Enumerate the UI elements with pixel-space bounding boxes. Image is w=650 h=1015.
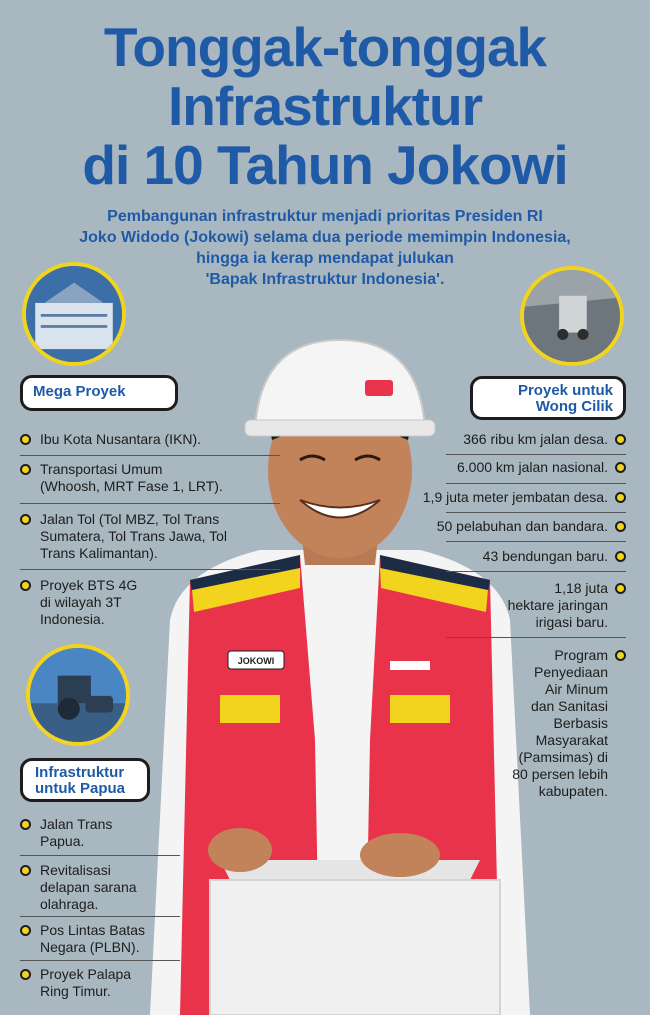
divider bbox=[20, 960, 180, 961]
item-text: Penyediaan bbox=[534, 664, 608, 680]
list-item bbox=[366, 518, 626, 535]
bullet-icon bbox=[20, 819, 31, 830]
ikn-building-illustration bbox=[26, 266, 122, 362]
list-item bbox=[20, 922, 180, 956]
item-text: Sumatera, Tol Trans Jawa, Tol bbox=[40, 528, 228, 544]
bullet-icon bbox=[20, 925, 31, 936]
papua-label-line-2: untuk Papua bbox=[35, 780, 126, 797]
divider bbox=[20, 916, 180, 917]
hard-hat-shape bbox=[255, 340, 425, 430]
item-text: Ibu Kota Nusantara (IKN). bbox=[40, 431, 202, 447]
item-text: hektare jaringan bbox=[507, 597, 608, 613]
list-item bbox=[20, 431, 270, 448]
mega-proyek-label bbox=[20, 375, 178, 411]
list-item bbox=[366, 580, 626, 631]
bullet-icon bbox=[20, 434, 31, 445]
item-text: 366 ribu km jalan desa. bbox=[463, 431, 608, 447]
mega-proyek-label-text: Mega Proyek bbox=[33, 383, 126, 400]
item-text: delapan sarana bbox=[40, 879, 137, 895]
item-text: 80 persen lebih bbox=[512, 766, 608, 782]
item-text: Proyek BTS 4G bbox=[40, 577, 138, 593]
item-text: Pos Lintas Batas bbox=[40, 922, 146, 938]
item-text: irigasi baru. bbox=[535, 614, 608, 630]
divider bbox=[446, 512, 626, 513]
divider bbox=[446, 541, 626, 542]
papua-photo-circle bbox=[26, 644, 130, 746]
divider bbox=[446, 637, 626, 638]
list-item bbox=[20, 577, 270, 628]
list-item bbox=[366, 489, 626, 506]
item-text: 1,18 juta bbox=[554, 580, 608, 596]
item-text: Negara (PLBN). bbox=[40, 939, 140, 955]
page-title bbox=[0, 18, 650, 195]
list-item bbox=[20, 461, 270, 495]
road-truck-illustration bbox=[524, 270, 620, 362]
item-text: dan Sanitasi bbox=[530, 698, 608, 714]
item-text: Trans Kalimantan). bbox=[40, 545, 158, 561]
divider bbox=[446, 571, 626, 572]
list-item bbox=[366, 431, 626, 448]
item-text: Program bbox=[554, 647, 608, 663]
item-text: di wilayah 3T bbox=[40, 594, 122, 610]
item-text: Indonesia. bbox=[40, 611, 105, 627]
item-text: 6.000 km jalan nasional. bbox=[457, 459, 608, 475]
left-hand bbox=[208, 828, 272, 872]
wong-cilik-label-line-1: Proyek untuk bbox=[517, 382, 613, 399]
item-text: 1,9 juta meter jembatan desa. bbox=[422, 489, 608, 505]
item-text: Jalan Tol (Tol MBZ, Tol Trans bbox=[40, 511, 220, 527]
bullet-icon bbox=[615, 583, 626, 594]
divider bbox=[20, 455, 280, 456]
list-item bbox=[20, 816, 180, 850]
wong-cilik-label-line-2: Wong Cilik bbox=[535, 398, 613, 415]
title-line-3: di 10 Tahun Jokowi bbox=[82, 134, 568, 196]
intro-line-1: Pembangunan infrastruktur menjadi prioritas Presiden RI bbox=[107, 208, 543, 225]
item-text: 43 bendungan baru. bbox=[482, 548, 608, 564]
papua-roller-illustration bbox=[30, 648, 126, 742]
item-text: Masyarakat bbox=[535, 732, 608, 748]
papua-label bbox=[20, 758, 150, 802]
bullet-icon bbox=[615, 434, 626, 445]
bullet-icon bbox=[615, 462, 626, 473]
bullet-icon bbox=[615, 551, 626, 562]
wong-cilik-label bbox=[470, 376, 626, 420]
bullet-icon bbox=[20, 580, 31, 591]
list-item bbox=[366, 647, 626, 800]
item-text: Air Minum bbox=[544, 681, 608, 697]
vest-stripe-3 bbox=[220, 695, 280, 723]
list-item bbox=[20, 511, 270, 562]
podium-body bbox=[210, 880, 500, 1015]
item-text: Ring Timur. bbox=[40, 983, 111, 999]
bullet-icon bbox=[615, 492, 626, 503]
list-item bbox=[366, 459, 626, 476]
road-photo-circle bbox=[520, 266, 624, 366]
bullet-icon bbox=[615, 521, 626, 532]
title-line-2: Infrastruktur bbox=[168, 75, 482, 137]
vest-name-text: JOKOWI bbox=[237, 656, 275, 666]
list-item bbox=[366, 548, 626, 565]
bullet-icon bbox=[20, 865, 31, 876]
item-text: olahraga. bbox=[40, 896, 99, 912]
list-item bbox=[20, 862, 180, 913]
item-text: Transportasi Umum bbox=[40, 461, 163, 477]
right-hand bbox=[360, 833, 440, 877]
papua-label-line-1: Infrastruktur bbox=[35, 764, 125, 781]
intro-line-2: Joko Widodo (Jokowi) selama dua periode memimpin Indonesia, bbox=[79, 229, 571, 246]
intro-line-3: hingga ia kerap mendapat julukan bbox=[196, 250, 454, 267]
divider bbox=[20, 855, 180, 856]
ikn-photo-circle bbox=[22, 262, 126, 366]
hard-hat-logo bbox=[365, 380, 393, 396]
item-text: (Whoosh, MRT Fase 1, LRT). bbox=[40, 478, 223, 494]
item-text: Papua. bbox=[40, 833, 85, 849]
item-text: Jalan Trans bbox=[40, 816, 113, 832]
item-text: 50 pelabuhan dan bandara. bbox=[436, 518, 608, 534]
item-text: (Pamsimas) di bbox=[518, 749, 608, 765]
bullet-icon bbox=[20, 969, 31, 980]
bullet-icon bbox=[615, 650, 626, 661]
divider bbox=[446, 483, 626, 484]
bullet-icon bbox=[20, 514, 31, 525]
divider bbox=[20, 569, 280, 570]
intro-paragraph bbox=[40, 206, 610, 290]
list-item bbox=[20, 966, 180, 1000]
item-text: Proyek Palapa bbox=[40, 966, 132, 982]
bullet-icon bbox=[20, 464, 31, 475]
item-text: Revitalisasi bbox=[40, 862, 111, 878]
divider bbox=[20, 503, 280, 504]
item-text: kabupaten. bbox=[538, 783, 608, 799]
title-line-1: Tonggak-tonggak bbox=[103, 16, 547, 78]
divider bbox=[446, 454, 626, 455]
intro-line-4: 'Bapak Infrastruktur Indonesia'. bbox=[205, 271, 445, 288]
item-text: Berbasis bbox=[553, 715, 608, 731]
